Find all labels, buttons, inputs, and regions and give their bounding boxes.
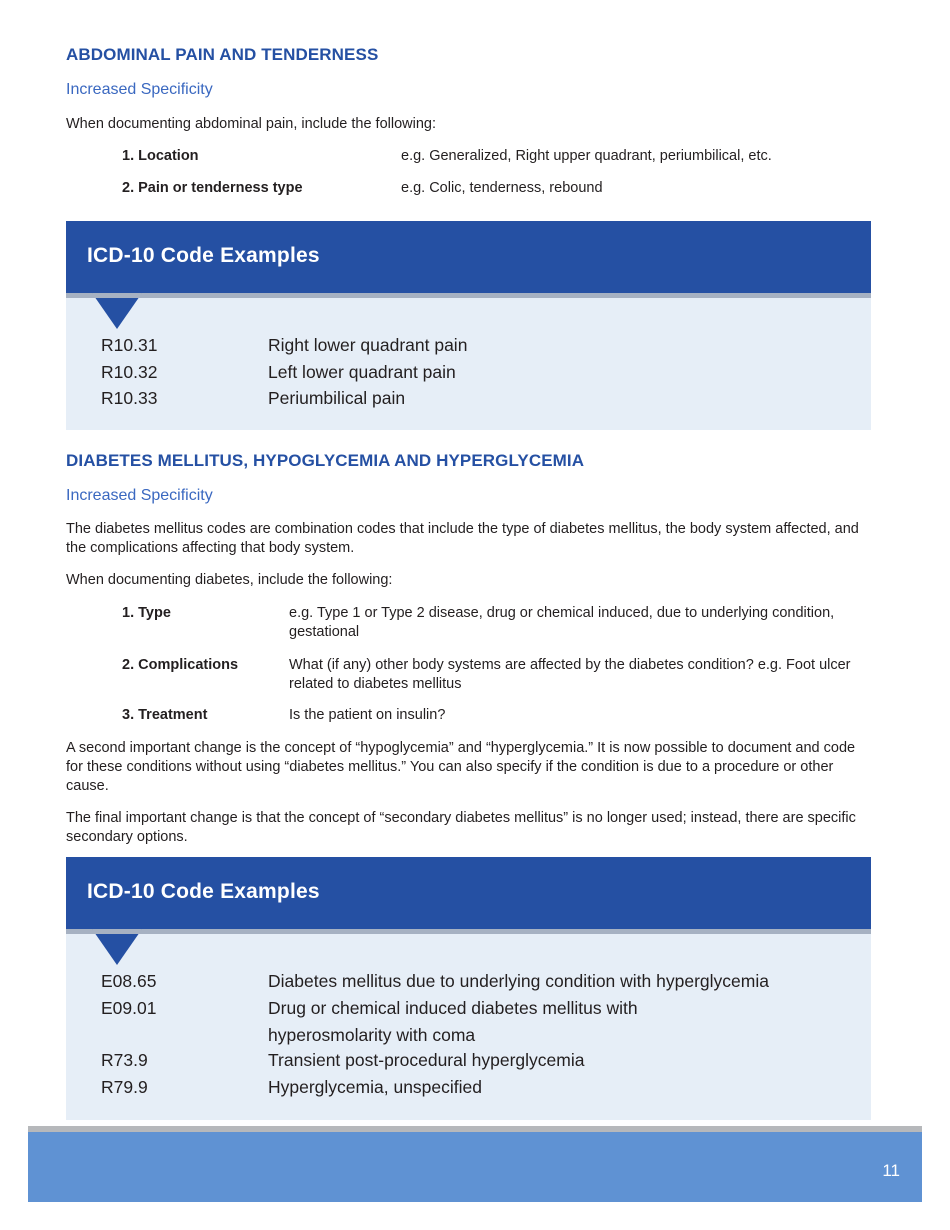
icd-code-description: Right lower quadrant pain xyxy=(268,335,468,355)
icd-code-description: Periumbilical pain xyxy=(268,388,406,408)
icd-code: E09.01 xyxy=(101,998,157,1018)
item-label: 1. Location xyxy=(122,148,199,164)
icd-code: R73.9 xyxy=(101,1050,148,1070)
item-label: 2. Complications xyxy=(122,657,239,673)
section-title-diabetes: DIABETES MELLITUS, HYPOGLYCEMIA AND HYPERGLYCEMIA xyxy=(66,451,585,470)
icd-box-header xyxy=(66,857,871,934)
diabetes-paragraph-2: A second important change is the concept of “hypoglycemia” and “hyperglycemia.” It is now possible to document and code for these conditions without using “diabetes mellitus.” You can also specify if the condition is due to a procedure or other cause. xyxy=(66,740,856,794)
callout-pointer-icon xyxy=(92,929,142,965)
item-description: What (if any) other body systems are affected by the diabetes condition? e.g. Foot ulcer related to diabetes mellitus xyxy=(289,657,851,692)
item-label: 1. Type xyxy=(122,605,171,621)
icd-code: R10.31 xyxy=(101,335,158,355)
icd-code-description: Diabetes mellitus due to underlying condition with hyperglycemia xyxy=(268,971,769,991)
icd-code-description: Hyperglycemia, unspecified xyxy=(268,1077,482,1097)
item-label: 2. Pain or tenderness type xyxy=(122,180,303,196)
icd-box-title: ICD-10 Code Examples xyxy=(87,880,320,903)
icd-code: R10.32 xyxy=(101,362,158,382)
icd-code: R79.9 xyxy=(101,1077,148,1097)
callout-pointer-icon xyxy=(92,293,142,329)
icd-code-description: Drug or chemical induced diabetes mellitus with hyperosmolarity with coma xyxy=(268,998,638,1045)
item-description: e.g. Type 1 or Type 2 disease, drug or chemical induced, due to underlying condition, gestational xyxy=(289,605,835,640)
icd-examples-box-abdominal xyxy=(66,221,871,430)
item-label: 3. Treatment xyxy=(122,707,208,723)
subhead-abdominal: Increased Specificity xyxy=(66,81,213,98)
item-description: e.g. Generalized, Right upper quadrant, periumbilical, etc. xyxy=(401,148,772,164)
diabetes-paragraph-3: The final important change is that the concept of “secondary diabetes mellitus” is no longer used; instead, there are specific secondary options. xyxy=(66,810,856,845)
icd-code-description: Transient post-procedural hyperglycemia xyxy=(268,1050,585,1070)
abdominal-intro: When documenting abdominal pain, include the following: xyxy=(66,116,436,132)
icd-examples-box-diabetes xyxy=(66,857,871,1120)
page-number: 11 xyxy=(882,1161,900,1180)
icd-code: R10.33 xyxy=(101,388,158,408)
section-title-abdominal: ABDOMINAL PAIN AND TENDERNESS xyxy=(66,45,379,64)
icd-code: E08.65 xyxy=(101,971,157,991)
footer-band xyxy=(28,1132,922,1202)
diabetes-intro: When documenting diabetes, include the following: xyxy=(66,572,393,588)
item-description: e.g. Colic, tenderness, rebound xyxy=(401,180,603,196)
icd-box-header xyxy=(66,221,871,298)
subhead-diabetes: Increased Specificity xyxy=(66,487,213,504)
icd-code-description: Left lower quadrant pain xyxy=(268,362,456,382)
icd-box-title: ICD-10 Code Examples xyxy=(87,244,320,267)
page-footer xyxy=(28,1126,922,1202)
item-description: Is the patient on insulin? xyxy=(289,707,446,723)
diabetes-paragraph-1: The diabetes mellitus codes are combination codes that include the type of diabetes mellitus, the body system affected, and the complications affecting that body system. xyxy=(66,521,859,556)
